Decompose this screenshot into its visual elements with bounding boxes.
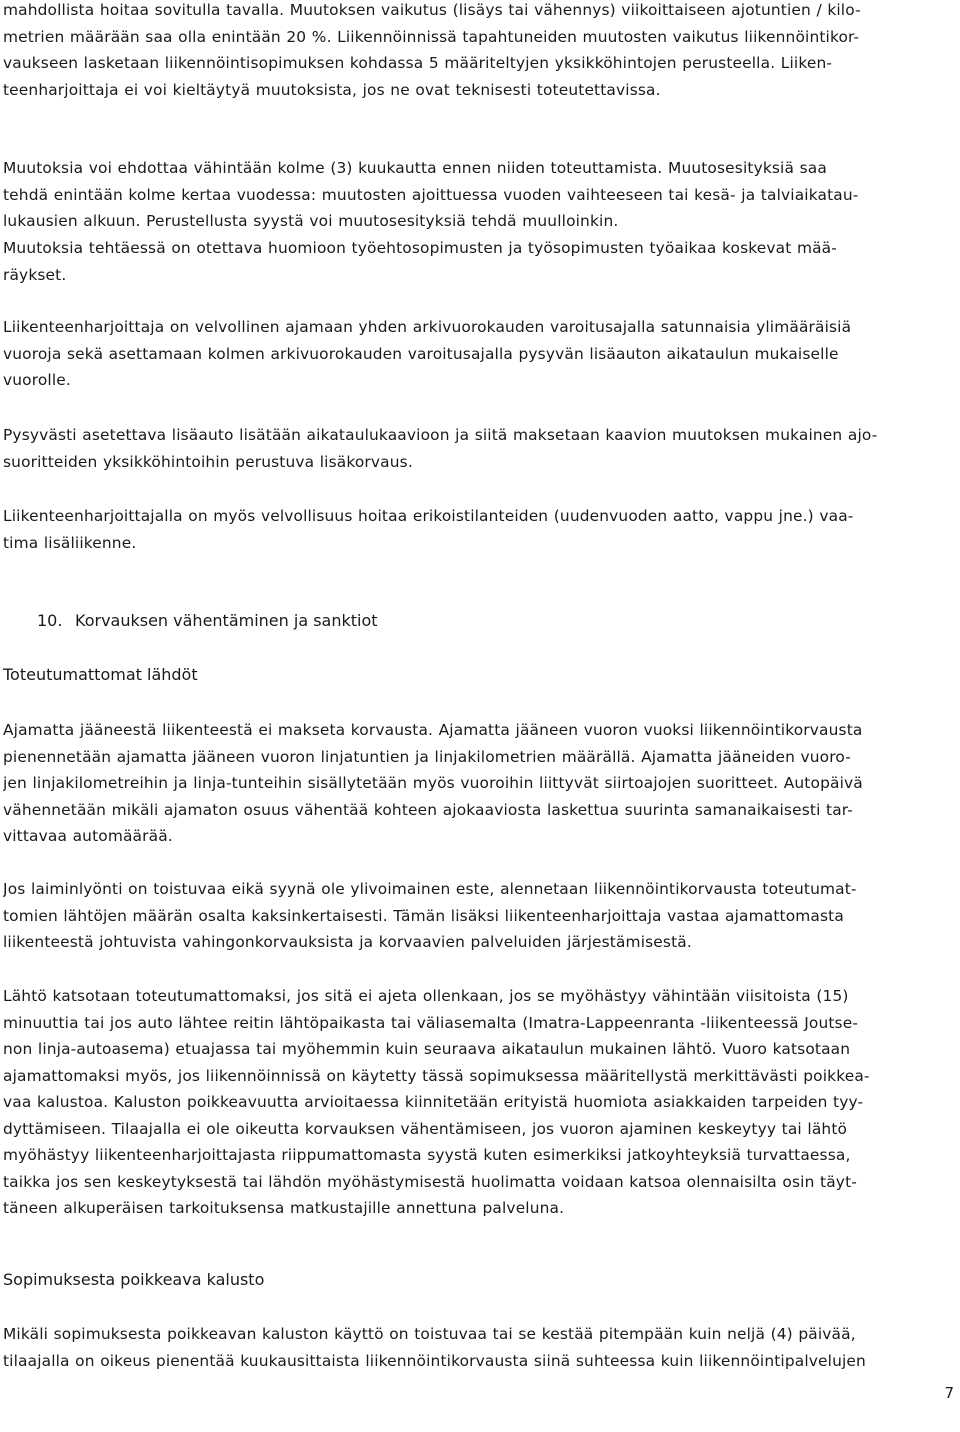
text-line: tomien lähtöjen määrän osalta kaksinkertaisesti. Tämän lisäksi liikenteenharjoittaja vastaa ajamattomasta [3, 906, 844, 925]
text-line: ajamattomaksi myös, jos liikennöinnissä on käytetty tässä sopimuksessa määritellystä merkittävästi poikkea- [3, 1066, 870, 1085]
paragraph-working-time [3, 235, 957, 288]
text-line: metrien määrään saa olla enintään 20 %. Liikennöinnissä tapahtuneiden muutosten vaikutus liikennöintikor- [3, 27, 860, 46]
text-line: Jos laiminlyönti on toistuvaa eikä syynä ole ylivoimainen este, alennetaan liikennöintikorvausta toteutumat- [3, 880, 857, 898]
section-number: 10. [37, 611, 63, 630]
section-title: Korvauksen vähentäminen ja sanktiot [75, 611, 378, 630]
text-line: räykset. [3, 265, 67, 284]
text-line: taikka jos sen keskeytyksestä tai lähdön myöhästymisestä huolimatta voidaan katsoa olennaisilta osin täyt- [3, 1172, 857, 1191]
text-line: jen linjakilometreihin ja linja-tunteihin sisällytetään myös vuoroihin liittyvät siirtoajojen suoritteet. Autopäivä [3, 774, 863, 792]
text-line: tilaajalla on oikeus pienentää kuukausittaista liikennöintikorvausta siinä suhteessa kuin liikennöintipalvelujen [3, 1351, 866, 1370]
paragraph-special-situations [3, 503, 957, 556]
text-line: vuorolle. [3, 371, 71, 389]
paragraph-permanent-extra-bus [3, 422, 957, 475]
paragraph-changes-effect [3, 0, 957, 103]
text-line: mahdollista hoitaa sovitulla tavalla. Muutoksen vaikutus (lisäys tai vähennys) viikoittaiseen ajotuntien / kilo- [3, 1, 861, 19]
text-line: Liikenteenharjoittaja on velvollinen ajamaan yhden arkivuorokauden varoitusajalla satunnaisia ylimääräisiä [3, 318, 852, 336]
text-line: tima lisäliikenne. [3, 533, 137, 552]
text-line: vähennetään mikäli ajamaton osuus vähentää kohteen ajokaaviosta laskettua suurinta samanaikaisesti tar- [3, 800, 854, 819]
text-line: Lähtö katsotaan toteutumattomaksi, jos sitä ei ajeta ollenkaan, jos se myöhästyy vähintään viisitoista (15) [3, 987, 849, 1005]
text-line: vittavaa automäärää. [3, 827, 173, 845]
text-line: liikenteestä johtuvista vahingonkorvauksista ja korvaavien palveluiden järjestämisestä. [3, 933, 692, 951]
text-line: Ajamatta jääneestä liikenteestä ei makseta korvausta. Ajamatta jääneen vuoron vuoksi liikennöintikorvausta [3, 721, 863, 739]
text-line: suoritteiden yksikköhintoihin perustuva lisäkorvaus. [3, 452, 413, 471]
text-line: myöhästyy liikenteenharjoittajasta riippumattomasta syystä kuten esimerkiksi jatkoyhteyksiä turvattaessa, [3, 1146, 851, 1164]
subheading-deviating-fleet: Sopimuksesta poikkeava kalusto [3, 1270, 265, 1289]
text-line: pienennetään ajamatta jääneen vuoron linjatuntien ja linjakilometrien määrällä. Ajamatta jääneiden vuoro- [3, 747, 851, 766]
paragraph-repeated-neglect [3, 876, 957, 956]
paragraph-unrun-traffic [3, 717, 957, 850]
text-line: teenharjoittaja ei voi kieltäytyä muutoksista, jos ne ovat teknisesti toteutettavissa. [3, 80, 661, 99]
paragraph-change-proposals [3, 155, 957, 235]
subheading-unrealized-departures: Toteutumattomat lähdöt [3, 665, 198, 684]
paragraph-departure-definition [3, 983, 957, 1222]
text-line: täneen alkuperäisen tarkoituksensa matkustajille annettuna palveluna. [3, 1199, 565, 1217]
text-line: lukausien alkuun. Perustellusta syystä voi muutosesityksiä tehdä muulloinkin. [3, 212, 619, 230]
text-line: vaukseen lasketaan liikennöintisopimuksen kohdassa 5 määriteltyjen yksikköhintojen perusteella. Liiken- [3, 54, 833, 72]
paragraph-extra-trips [3, 314, 957, 394]
text-line: vuoroja sekä asettamaan kolmen arkivuorokauden varoitusajalla pysyvän lisäauton aikataulun mukaiselle [3, 344, 839, 363]
text-line: non linja-autoasema) etuajassa tai myöhemmin kuin seuraava aikataulun mukainen lähtö. Vuoro katsotaan [3, 1040, 851, 1058]
text-line: vaa kalustoa. Kaluston poikkeavuutta arvioitaessa kiinnitetään erityistä huomiota asiakkaiden tarpeiden tyy- [3, 1093, 864, 1111]
text-line: Muutoksia voi ehdottaa vähintään kolme (3) kuukautta ennen niiden toteuttamista. Muutosesityksiä saa [3, 159, 827, 177]
text-line: minuuttia tai jos auto lähtee reitin lähtöpaikasta tai väliasemalta (Imatra-Lappeenranta -liikenteessä Joutse- [3, 1013, 859, 1032]
text-line: Muutoksia tehtäessä on otettava huomioon työehtosopimusten ja työsopimusten työaikaa koskevat mää- [3, 239, 837, 257]
text-line: Pysyvästi asetettava lisäauto lisätään aikataulukaavioon ja siitä maksetaan kaavion muutoksen mukainen ajo- [3, 426, 878, 444]
text-line: tehdä enintään kolme kertaa vuodessa: muutosten ajoittuessa vuoden vaihteeseen tai kesä- ja talviaikatau- [3, 185, 859, 204]
text-line: Mikäli sopimuksesta poikkeavan kaluston käyttö on toistuvaa tai se kestää pitempään kuin neljä (4) päivää, [3, 1325, 856, 1343]
text-line: dyttämiseen. Tilaajalla ei ole oikeutta korvauksen vähentämiseen, jos vuoron ajaminen keskeytyy tai lähtö [3, 1119, 848, 1138]
paragraph-fleet-deviation [3, 1321, 957, 1374]
text-line: Liikenteenharjoittajalla on myös velvollisuus hoitaa erikoistilanteiden (uudenvuoden aatto, vappu jne.) vaa- [3, 507, 854, 525]
page-number: 7 [944, 1384, 954, 1402]
